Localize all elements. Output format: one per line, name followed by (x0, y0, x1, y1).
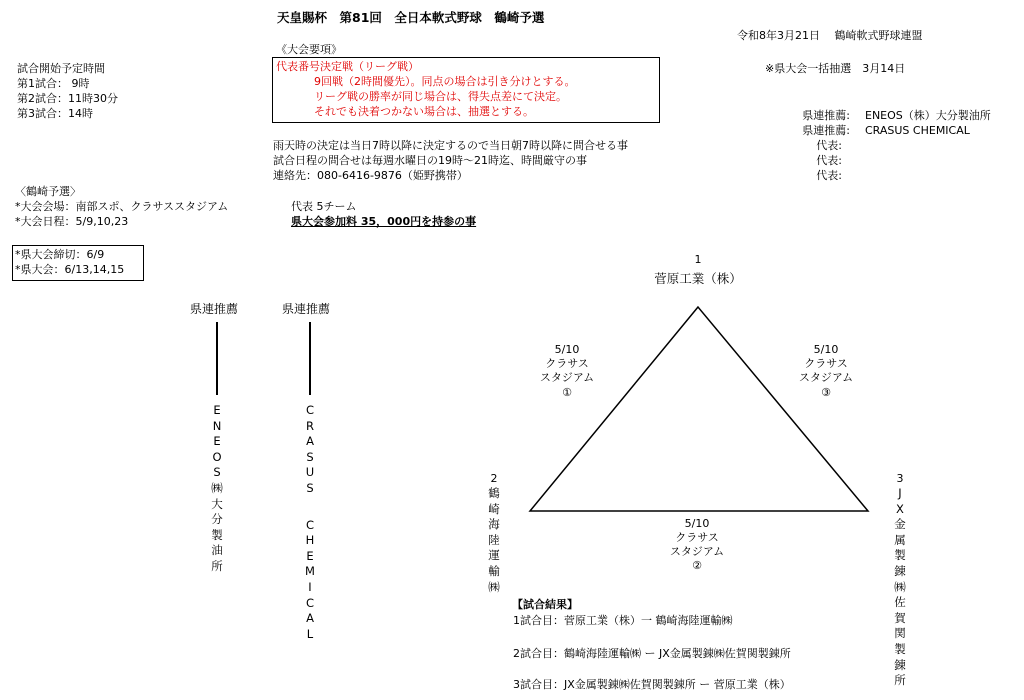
note-contact: 連絡先：080-6416-9876（姫野携帯） (273, 169, 468, 182)
outline-line-2: 9回戦（2時間優先）。同点の場合は引き分けとする。 (314, 75, 576, 88)
qualifier-venue: *大会会場：南部スポ、クラサススタジアム (15, 200, 229, 213)
match-bottom-venue2: スタジアム (669, 545, 725, 558)
rec-label-4: 代表: (816, 154, 842, 167)
start-time-3: 第3試合：14時 (17, 107, 93, 120)
match-right-venue2: スタジアム (798, 371, 854, 384)
participation-fee: 県大会参加料 35，000円を持参の事 (291, 215, 477, 228)
match-right-venue1: クラサス (804, 357, 848, 370)
note-schedule: 試合日程の問合せは毎週水曜日の19時～21時迄、時間厳守の事 (273, 154, 587, 167)
prefectural-dates: *県大会：6/13,14,15 (15, 263, 125, 276)
outline-line-3: リーグ戦の勝率が同じ場合は、得失点差にて決定。 (314, 90, 567, 103)
seed-left-team: E N E O S ㈱ 大 分 製 油 所 (211, 403, 223, 573)
rec-label-1: 県連推薦: (802, 109, 850, 122)
league-triangle (530, 307, 868, 511)
team2-name: 鶴 崎 海 陸 運 輸 ㈱ (488, 486, 500, 594)
prefectural-deadline: *県大会締切：6/9 (15, 248, 105, 261)
qualifier-heading: 〈鶴崎予選〉 (15, 185, 81, 198)
team3-number: 3 (896, 472, 904, 485)
rec-label-3: 代表: (816, 139, 842, 152)
team1-number: 1 (694, 253, 702, 266)
result-line-2: 2試合目：鶴崎海陸運輸㈱ ー JX金属製錬㈱佐賀関製錬所 (513, 647, 791, 660)
match-bottom-number: ② (692, 559, 702, 572)
rec-label-2: 県連推薦: (802, 124, 850, 137)
match-bottom-date: 5/10 (684, 517, 710, 530)
seed-right-team: C R A S U S C H E M I C A L (305, 403, 315, 641)
lottery-note: ※県大会一括抽選 3月14日 (765, 62, 906, 75)
rec-value-2: CRASUS CHEMICAL (865, 124, 970, 137)
match-left-venue2: スタジアム (539, 371, 595, 384)
rec-label-5: 代表: (816, 169, 842, 182)
match-right-number: ③ (821, 386, 831, 399)
results-heading: 【試合結果】 (512, 598, 578, 611)
team1-name: 菅原工業（株） (654, 271, 742, 286)
team2-number: 2 (490, 472, 498, 485)
seed-right-label: 県連推薦 (282, 302, 331, 316)
note-rain: 雨天時の決定は当日7時以降に決定するので当日朝7時以降に問合せる事 (273, 139, 628, 152)
date-organizer: 令和8年3月21日 鶴崎軟式野球連盟 (737, 29, 923, 42)
match-left-number: ① (562, 386, 572, 399)
start-time-1: 第1試合： 9時 (17, 77, 90, 90)
match-left-venue1: クラサス (545, 357, 589, 370)
start-time-2: 第2試合：11時30分 (17, 92, 118, 105)
match-left-date: 5/10 (554, 343, 580, 356)
qualifier-dates: *大会日程：5/9,10,23 (15, 215, 129, 228)
seed-left-label: 県連推薦 (190, 302, 239, 316)
rec-value-1: ENEOS（株）大分製油所 (865, 109, 991, 122)
outline-line-4: それでも決着つかない場合は、抽選とする。 (314, 105, 534, 118)
outline-line-1: 代表番号決定戦（リーグ戦） (276, 60, 419, 73)
teams-count: 代表 5チーム (291, 200, 357, 213)
match-right-date: 5/10 (813, 343, 839, 356)
team3-name: J X 金 属 製 錬 ㈱ 佐 賀 関 製 錬 所 (894, 486, 906, 688)
result-line-3: 3試合目：JX金属製錬㈱佐賀関製錬所 ー 菅原工業（株） (513, 678, 791, 691)
outline-heading: 《大会要項》 (276, 43, 342, 56)
match-bottom-venue1: クラサス (675, 531, 719, 544)
start-times-heading: 試合開始予定時間 (17, 62, 105, 75)
result-line-1: 1試合目：菅原工業（株）一 鶴崎海陸運輸㈱ (513, 614, 733, 627)
page-title: 天皇賜杯 第81回 全日本軟式野球 鶴崎予選 (277, 10, 545, 25)
